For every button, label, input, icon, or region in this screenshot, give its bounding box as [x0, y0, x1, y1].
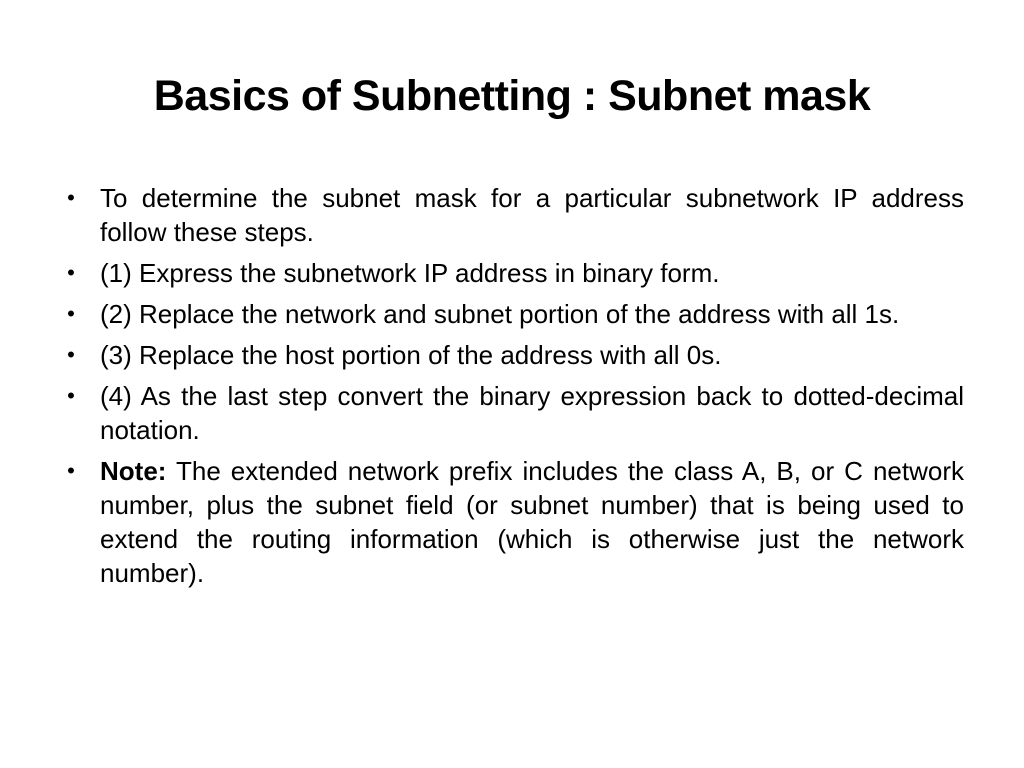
bullet-icon: • — [67, 342, 75, 367]
bullet-text: (3) Replace the host portion of the address with all 0s. — [100, 340, 722, 370]
bullet-item — [62, 297, 964, 331]
note-text: The extended network prefix includes the class A, B, or C network number, plus the subnet field (or subnet number) that is being used to extend the routing information (which is otherwise just the network number). — [100, 456, 964, 588]
bullet-item — [62, 338, 964, 372]
bullet-item — [62, 379, 964, 447]
bullet-icon: • — [67, 301, 75, 326]
bullet-icon: • — [67, 458, 75, 483]
bullet-icon: • — [67, 185, 75, 210]
note-text-block — [100, 454, 964, 590]
bullet-item — [62, 181, 964, 249]
bullet-item-note — [62, 454, 964, 590]
bullet-text: (4) As the last step convert the binary expression back to dotted-decimal notation. — [100, 381, 964, 445]
note-label: Note: — [100, 456, 167, 486]
bullet-icon: • — [67, 260, 75, 285]
bullet-item — [62, 256, 964, 290]
bullet-icon: • — [67, 383, 75, 408]
bullet-list — [62, 181, 964, 597]
slide-title: Basics of Subnetting : Subnet mask — [153, 72, 871, 120]
bullet-text: To determine the subnet mask for a particular subnetwork IP address follow these steps. — [100, 183, 964, 247]
bullet-text: (1) Express the subnetwork IP address in binary form. — [100, 258, 720, 288]
bullet-text: (2) Replace the network and subnet portion of the address with all 1s. — [100, 299, 900, 329]
